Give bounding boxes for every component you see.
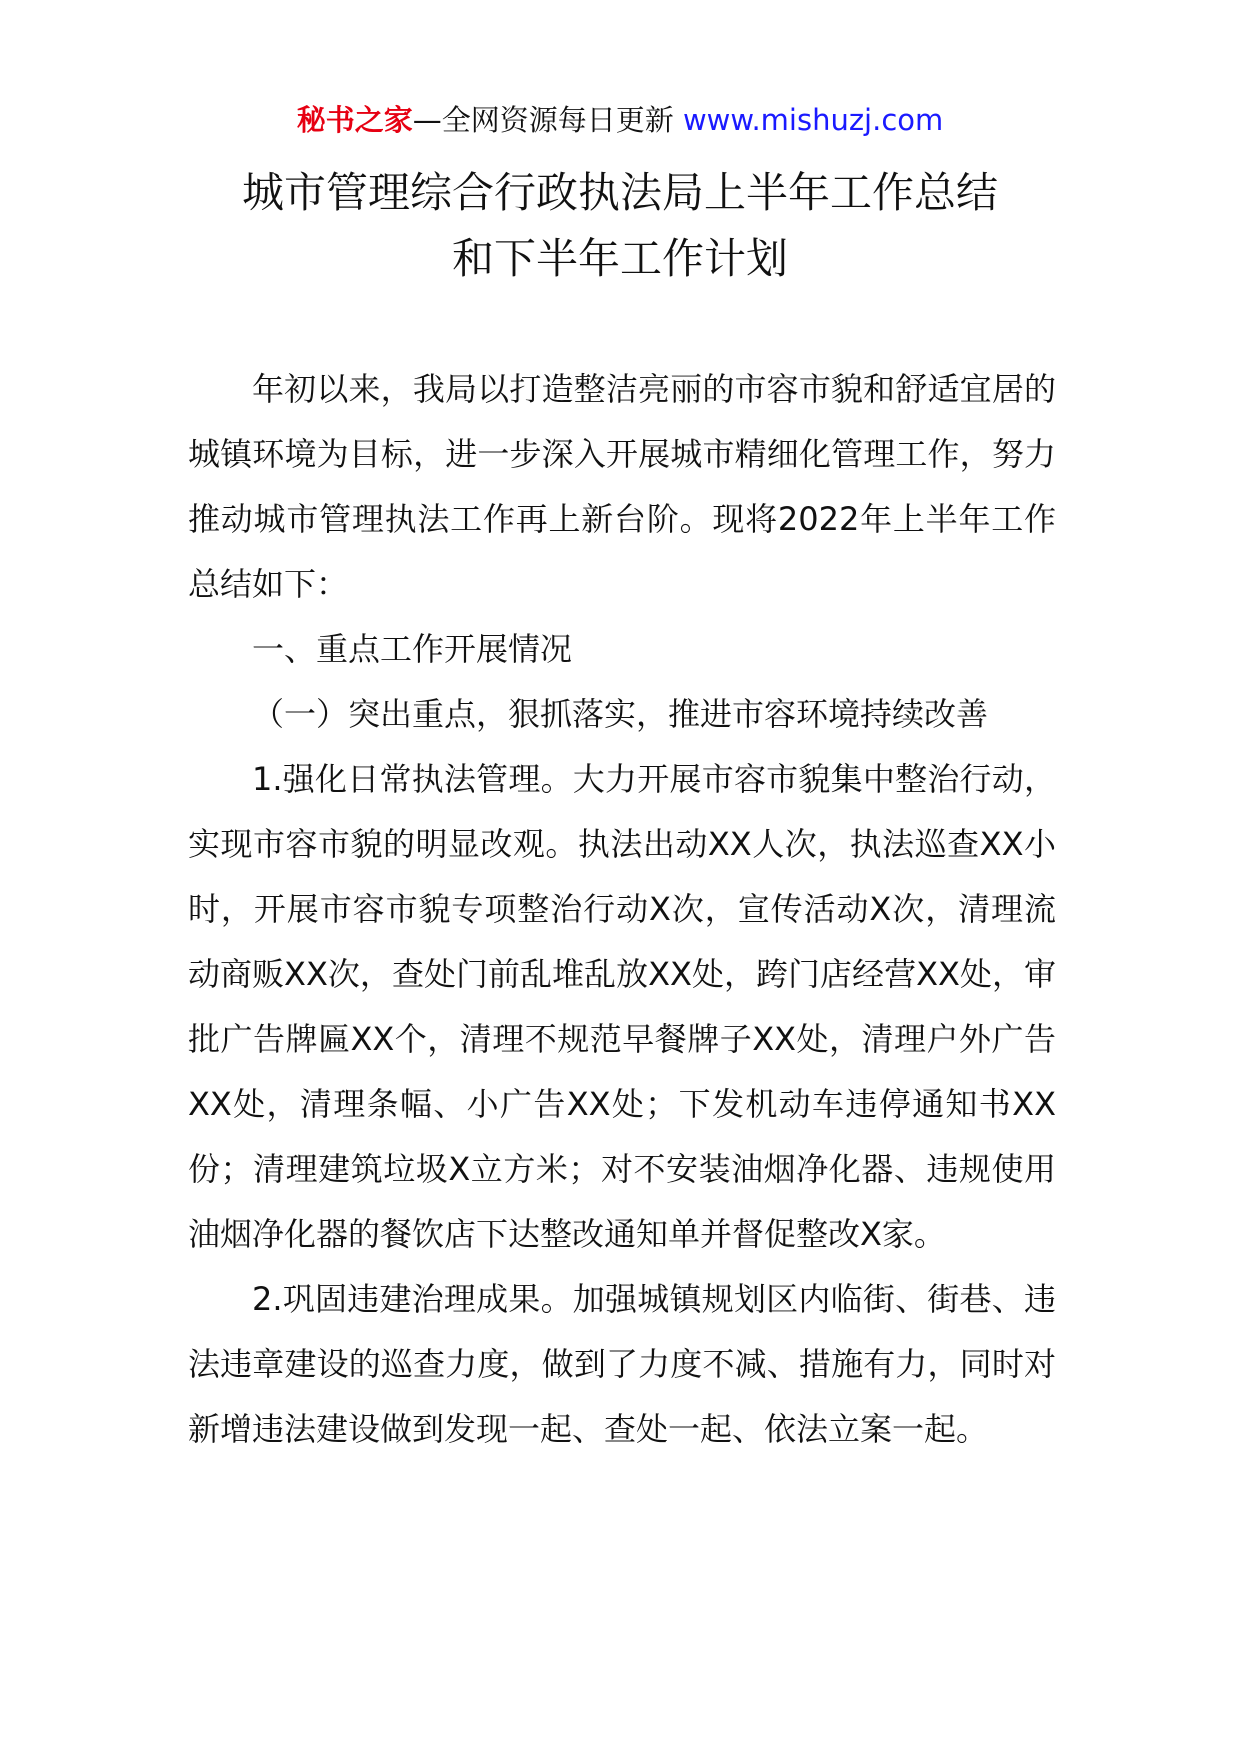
site-url[interactable]: www.mishuzj.com: [682, 103, 944, 137]
subsection-heading: （一）突出重点，狠抓落实，推进市容环境持续改善: [252, 695, 989, 733]
item-1-paragraph: 1.强化日常执法管理。大力开展市容市貌集中整治行动，实现市容市貌的明显改观。执法出动XX人次，执法巡查XX小时，开展市容市貌专项整治行动X次，宣传活动X次，清理流动商贩XX次，查处门前乱堆乱放XX处，跨门店经营XX处，审批广告牌匾XX个，清理不规范早餐牌子XX处，清理户外广告XX处，清理条幅、小广告XX处；下发机动车违停通知书XX份；清理建筑垃圾X立方米；对不安装油烟净化器、违规使用油烟净化器的餐饮店下达整改通知单并督促整改X家。: [188, 760, 1056, 1253]
document-body: [188, 357, 1056, 1462]
document-title-line-1: 城市管理综合行政执法局上半年工作总结: [241, 168, 998, 217]
item-2-paragraph: 2.巩固违建治理成果。加强城镇规划区内临街、街巷、违法违章建设的巡查力度，做到了力度不减、措施有力，同时对新增违法建设做到发现一起、查处一起、依法立案一起。: [188, 1280, 1056, 1448]
intro-paragraph: 年初以来，我局以打造整洁亮丽的市容市貌和舒适宜居的城镇环境为目标，进一步深入开展城市精细化管理工作，努力推动城市管理执法工作再上新台阶。现将2022年上半年工作总结如下：: [188, 370, 1056, 603]
document-title-line-2: 和下半年工作计划: [451, 234, 788, 283]
section-heading: 一、重点工作开展情况: [252, 630, 573, 668]
brand-name: 秘书之家: [296, 103, 413, 137]
header-tagline: —全网资源每日更新: [412, 103, 683, 137]
site-header: [0, 100, 1240, 140]
